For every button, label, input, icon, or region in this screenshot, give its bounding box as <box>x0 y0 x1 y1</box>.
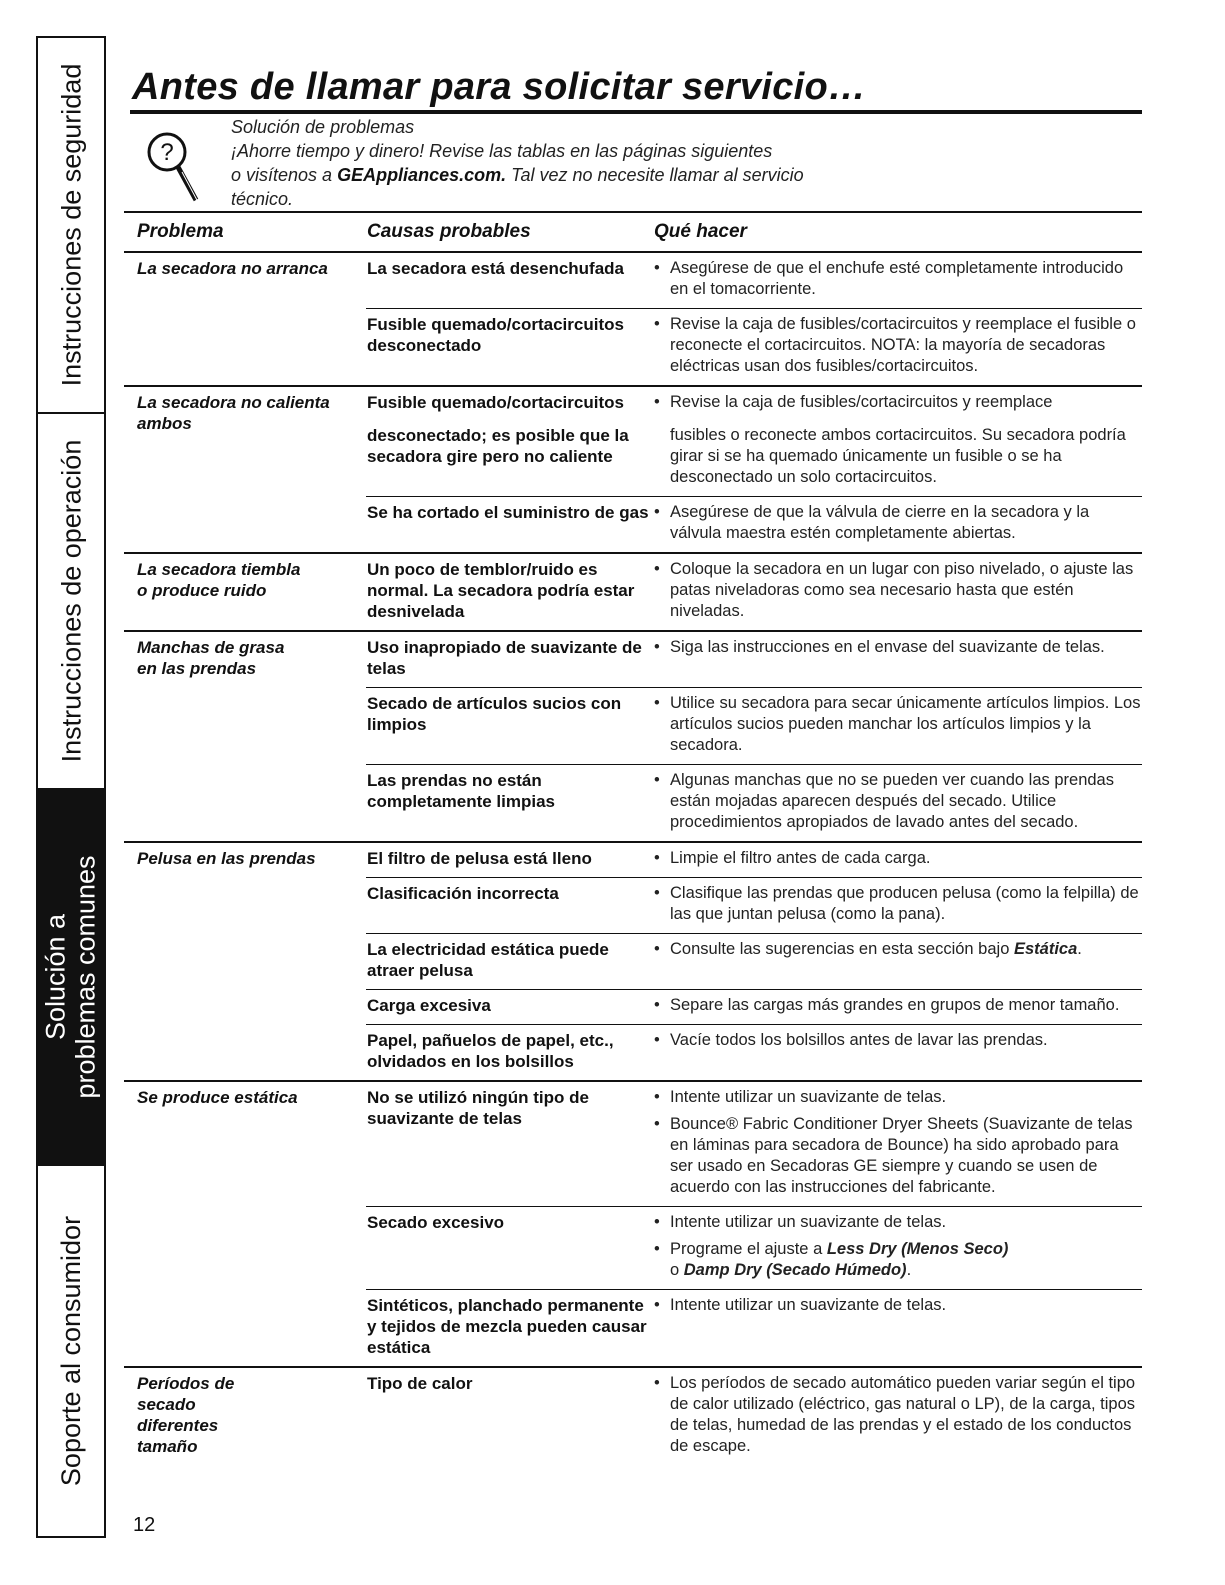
intro-line3-post: Tal vez no necesite llamar al servicio <box>506 165 804 185</box>
action-item <box>654 314 1142 377</box>
action-cell <box>654 770 1142 833</box>
cause-cell: La electricidad estática puede atraer pelusa <box>367 940 609 980</box>
cause-cell: Tipo de calor <box>367 1374 473 1393</box>
action-item <box>654 1087 1142 1108</box>
problem-group <box>124 843 1142 1082</box>
page-number: 12 <box>133 1514 156 1536</box>
action-text <box>670 1239 1142 1281</box>
bullet-icon: • <box>654 771 660 789</box>
action-item <box>654 883 1142 925</box>
action-text: Asegúrese de que la válvula de cierre en la secadora y la válvula maestra estén completamente abiertas. <box>670 503 1090 542</box>
table-row <box>366 1368 1142 1465</box>
action-cell <box>654 637 1142 679</box>
action-cell <box>654 995 1142 1016</box>
action-text: Clasifique las prendas que producen pelusa (como la felpilla) de las que juntan pelusa (como la pana). <box>670 884 1139 923</box>
intro-line3-pre: o visítenos a <box>231 165 338 185</box>
action-text: Utilice su secadora para secar únicamente artículos limpios. Los artículos sucios pueden manchar los artículos limpios y la secadora. <box>670 694 1141 754</box>
table-row <box>366 843 1142 877</box>
intro-line1: Solución de problemas <box>231 117 415 137</box>
table-row <box>366 632 1142 687</box>
cause-cell: Un poco de temblor/ruido es normal. La secadora podría estar desnivelada <box>367 560 635 621</box>
action-item <box>654 848 1142 869</box>
table-row <box>366 1024 1142 1080</box>
action-text: Los períodos de secado automático pueden variar según el tipo de calor utilizado (eléctrico, gas natural o LP), de la carga, tipos de telas, humedad de las prendas y el estado de los conductos de escape. <box>670 1374 1136 1455</box>
table-row <box>366 989 1142 1024</box>
cause-text-a: Fusible quemado/cortacircuitos <box>367 393 624 412</box>
action-text: Algunas manchas que no se pueden ver cuando las prendas están mojadas aparecen después del secado. Utilice procedimientos apropiados de lavado antes del secado. <box>670 771 1114 831</box>
action-cell <box>654 693 1142 756</box>
tab-label <box>41 855 101 1098</box>
problem-cell: Períodos de secado diferentes tamaño <box>137 1374 235 1456</box>
title-divider <box>130 110 1142 114</box>
bullet-icon: • <box>654 1088 660 1106</box>
cause-cell: Clasificación incorrecta <box>367 884 559 903</box>
intro-text <box>231 115 931 211</box>
action-text: Bounce® Fabric Conditioner Dryer Sheets (Suavizante de telas en láminas para secadora de Bounce) ha sido aprobado para ser usado en Secadoras GE siempre y cuando se usen de acuerdo con las instrucciones del fabricante. <box>670 1115 1133 1196</box>
cause-cell: Carga excesiva <box>367 996 491 1015</box>
action-cell <box>654 1373 1142 1457</box>
action-item <box>654 693 1142 756</box>
bullet-icon: • <box>654 1213 660 1231</box>
tab-label: Soporte al consumidor <box>56 1215 86 1487</box>
table-row <box>366 1289 1142 1366</box>
problem-cell: La secadora tiembla o produce ruido <box>137 560 301 600</box>
intro-line3 <box>231 163 931 187</box>
bullet-icon: • <box>654 1296 660 1314</box>
problem-group <box>124 1368 1142 1465</box>
setting-less-dry: Less Dry (Menos Seco) <box>826 1240 1009 1258</box>
bullet-icon: • <box>654 1240 660 1258</box>
action-cell <box>654 392 1142 488</box>
intro-line2: ¡Ahorre tiempo y dinero! Revise las tablas en las páginas siguientes <box>231 141 773 161</box>
bullet-icon: • <box>654 560 660 578</box>
action-item <box>654 939 1142 960</box>
action-text: Revise la caja de fusibles/cortacircuitos y reemplace el fusible o reconecte el cortacircuitos. NOTA: la mayoría de secadoras eléctricas usan dos fusibles/cortacircuitos. <box>670 315 1136 375</box>
cause-cell: Fusible quemado/cortacircuitos desconectado <box>367 315 624 355</box>
action-text: Intente utilizar un suavizante de telas. <box>670 1088 947 1106</box>
bullet-icon: • <box>654 694 660 712</box>
table-row <box>366 253 1142 308</box>
action-item <box>654 392 1142 413</box>
action-cell <box>654 1030 1142 1072</box>
table-row <box>366 687 1142 764</box>
bullet-icon: • <box>654 503 660 521</box>
action-cell <box>654 258 1142 300</box>
tab-instrucciones-operacion[interactable] <box>38 414 104 790</box>
action-text: Siga las instrucciones en el envase del suavizante de telas. <box>670 638 1105 656</box>
action-item <box>654 1373 1142 1457</box>
svg-text:?: ? <box>160 139 174 166</box>
bullet-icon: • <box>654 849 660 867</box>
bullet-icon: • <box>654 1374 660 1392</box>
action-item <box>654 502 1142 544</box>
action-cell <box>654 1087 1142 1198</box>
problem-group <box>124 253 1142 387</box>
troubleshooting-table <box>124 211 1142 1465</box>
cause-cell: Uso inapropiado de suavizante de telas <box>367 638 642 678</box>
action-cell <box>654 939 1142 981</box>
tab-label-line1: Solución a <box>41 913 71 1041</box>
cause-cell: Se ha cortado el suministro de gas <box>367 503 649 522</box>
table-row <box>366 764 1142 841</box>
spacer <box>654 413 1142 425</box>
bullet-icon: • <box>654 638 660 656</box>
problem-group <box>124 387 1142 554</box>
action-text-post: . <box>1077 940 1082 958</box>
action-text-mid: o <box>670 1261 684 1279</box>
action-text-pre: Consulte las sugerencias en esta sección bajo <box>670 940 1014 958</box>
table-row <box>366 387 1142 496</box>
intro-line4: técnico. <box>231 189 294 209</box>
action-cell <box>654 1295 1142 1358</box>
help-magnifier-icon <box>140 128 202 208</box>
bullet-icon: • <box>654 996 660 1014</box>
cause-cell: La secadora está desenchufada <box>367 259 625 278</box>
cause-cell: El filtro de pelusa está lleno <box>367 849 592 868</box>
cause-cell <box>366 392 654 488</box>
bullet-icon: • <box>654 1031 660 1049</box>
problem-group <box>124 554 1142 632</box>
action-item <box>654 1295 1142 1316</box>
action-text: Separe las cargas más grandes en grupos de menor tamaño. <box>670 996 1120 1014</box>
problem-cell: La secadora no arranca <box>137 259 328 278</box>
ge-appliances-link[interactable]: GEAppliances.com. <box>337 165 507 185</box>
action-text: Vacíe todos los bolsillos antes de lavar las prendas. <box>670 1031 1048 1049</box>
problem-cell: La secadora no calienta ambos <box>137 393 330 433</box>
action-text: fusibles o reconecte ambos cortacircuitos. Su secadora podría girar si se ha quemado únicamente un fusible o se ha desconectado un solo cortacircuitos. <box>670 426 1126 486</box>
action-item <box>654 1212 1142 1233</box>
action-cell <box>654 883 1142 925</box>
tab-solucion-problemas[interactable] <box>38 790 104 1166</box>
bullet-spacer <box>654 425 670 488</box>
bullet-icon: • <box>654 1115 660 1133</box>
action-item <box>654 637 1142 658</box>
tab-label-line2: problemas comunes <box>71 855 101 1099</box>
header-cause: Causas probables <box>367 221 531 242</box>
table-row <box>366 1206 1142 1289</box>
bullet-icon: • <box>654 884 660 902</box>
action-item <box>654 258 1142 300</box>
page-title: Antes de llamar para solicitar servicio… <box>132 66 867 108</box>
action-text: Limpie el filtro antes de cada carga. <box>670 849 931 867</box>
bullet-icon: • <box>654 315 660 333</box>
table-row <box>366 496 1142 552</box>
cause-cell: Las prendas no están completamente limpias <box>367 771 556 811</box>
action-text: Revise la caja de fusibles/cortacircuitos y reemplace <box>670 393 1053 411</box>
action-text-emphasis: Estática <box>1013 940 1078 958</box>
problem-group <box>124 632 1142 843</box>
problem-cell: Manchas de grasa en las prendas <box>137 638 285 678</box>
cause-cell: Secado excesivo <box>367 1213 505 1232</box>
action-text: Asegúrese de que el enchufe esté completamente introducido en el tomacorriente. <box>670 259 1124 298</box>
action-text <box>670 939 1142 960</box>
tab-instrucciones-seguridad[interactable] <box>38 38 104 414</box>
header-problem: Problema <box>137 221 224 242</box>
problem-cell: Pelusa en las prendas <box>137 849 316 868</box>
cause-cell: No se utilizó ningún tipo de suavizante de telas <box>367 1088 589 1128</box>
action-item-continued <box>654 425 1142 488</box>
setting-damp-dry: Damp Dry (Secado Húmedo) <box>683 1261 907 1279</box>
action-item <box>654 770 1142 833</box>
tab-label: Instrucciones de operación <box>56 439 87 763</box>
problem-cell: Se produce estática <box>137 1088 298 1107</box>
cause-cell: Sintéticos, planchado permanente y tejidos de mezcla pueden causar estática <box>367 1296 647 1357</box>
action-item <box>654 1114 1142 1198</box>
table-row <box>366 1082 1142 1206</box>
section-sidebar <box>36 36 106 1538</box>
bullet-icon: • <box>654 259 660 277</box>
action-item <box>654 1239 1142 1281</box>
action-cell <box>654 502 1142 544</box>
problem-group <box>124 1082 1142 1368</box>
table-row <box>366 877 1142 933</box>
spacer <box>367 413 654 425</box>
action-text-post: . <box>906 1261 912 1279</box>
bullet-icon: • <box>654 393 660 411</box>
table-row <box>366 554 1142 630</box>
table-header <box>124 211 1142 253</box>
action-text: Intente utilizar un suavizante de telas. <box>670 1213 947 1231</box>
action-cell <box>654 559 1142 622</box>
action-text-pre: Programe el ajuste a <box>670 1240 827 1258</box>
header-action: Qué hacer <box>654 221 747 242</box>
action-text: Coloque la secadora en un lugar con piso nivelado, o ajuste las patas niveladoras como sea necesario hasta que estén niveladas. <box>670 560 1134 620</box>
action-item <box>654 995 1142 1016</box>
action-cell <box>654 1212 1142 1281</box>
action-text: Intente utilizar un suavizante de telas. <box>670 1296 947 1314</box>
cause-text-b: desconectado; es posible que la secadora gire pero no caliente <box>367 426 629 466</box>
cause-cell: Secado de artículos sucios con limpios <box>367 694 622 734</box>
action-item <box>654 1030 1142 1051</box>
table-row <box>366 933 1142 989</box>
action-item <box>654 559 1142 622</box>
tab-soporte-consumidor[interactable] <box>38 1166 104 1536</box>
action-cell <box>654 314 1142 377</box>
action-cell <box>654 848 1142 869</box>
bullet-icon: • <box>654 940 660 958</box>
cause-cell: Papel, pañuelos de papel, etc., olvidados en los bolsillos <box>367 1031 614 1071</box>
tab-label: Instrucciones de seguridad <box>56 63 87 387</box>
table-row <box>366 308 1142 385</box>
